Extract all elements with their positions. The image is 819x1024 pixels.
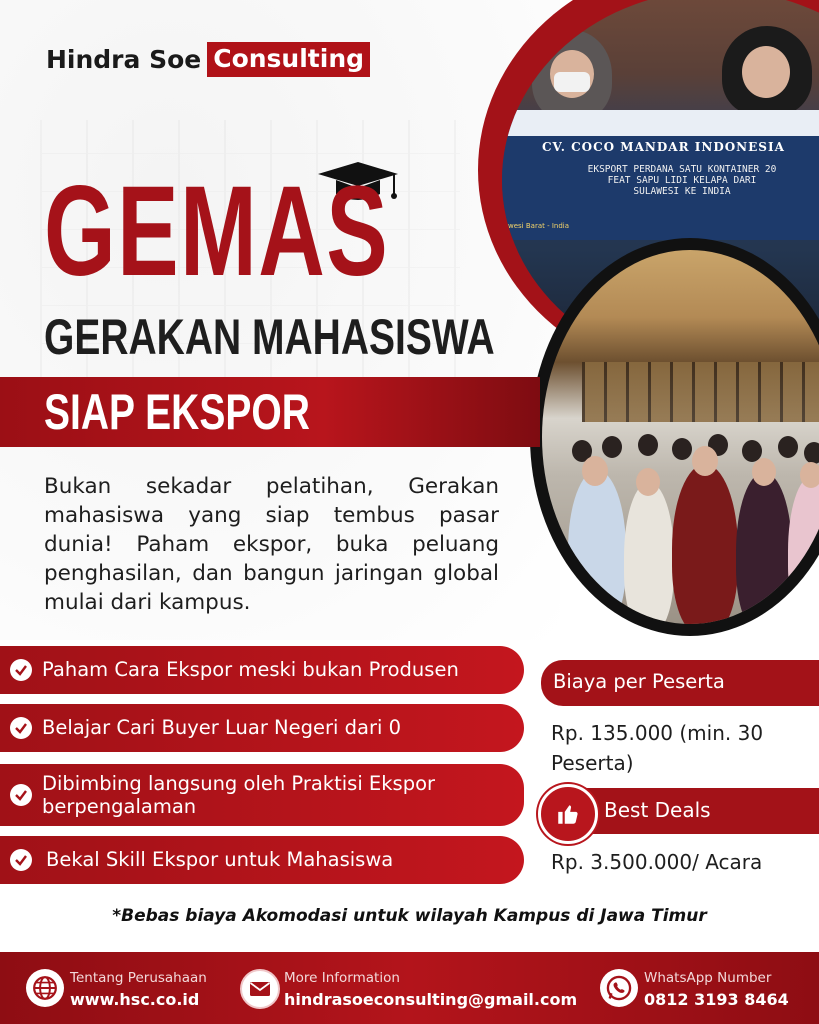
feature-label: Bekal Skill Ekspor untuk Mahasiswa	[46, 848, 394, 871]
brand-name: Hindra Soe	[46, 45, 202, 74]
globe-icon	[26, 969, 64, 1007]
feature-item	[0, 646, 524, 694]
thumbs-up-icon	[538, 784, 598, 844]
banner-title: CV. COCO MANDAR INDONESIA	[542, 140, 785, 154]
whatsapp-number[interactable]: 0812 3193 8464	[644, 990, 789, 1009]
headline-line2: SIAP EKSPOR	[44, 384, 310, 440]
seminar-photo	[542, 250, 819, 624]
feature-label: Belajar Cari Buyer Luar Negeri dari 0	[42, 716, 402, 739]
check-icon	[10, 717, 32, 739]
check-icon	[10, 659, 32, 681]
brand-logo	[46, 42, 370, 77]
best-deals-price: Rp. 3.500.000/ Acara	[551, 850, 763, 874]
mail-icon	[240, 969, 280, 1009]
feature-label: Dibimbing langsung oleh Praktisi Ekspor berpengalaman	[42, 772, 436, 818]
website-link[interactable]: www.hsc.co.id	[70, 990, 200, 1009]
feature-label: Paham Cara Ekspor meski bukan Produsen	[42, 658, 459, 681]
feature-item	[0, 704, 524, 752]
accommodation-note: *Bebas biaya Akomodasi untuk wilayah Kampus di Jawa Timur	[112, 906, 707, 926]
best-deals-label: Best Deals	[604, 798, 711, 822]
footer-company-label: Tentang Perusahaan	[70, 970, 207, 986]
headline-title: GEMAS	[44, 160, 390, 303]
banner-foot: wesi Barat - India	[508, 222, 570, 230]
feature-item	[0, 836, 524, 884]
feature-item	[0, 764, 524, 826]
email-link[interactable]: hindrasoeconsulting@gmail.com	[284, 990, 578, 1009]
price-per-participant: Rp. 135.000 (min. 30 Peserta)	[551, 721, 764, 775]
description: Bukan sekadar pelatihan, Gerakan mahasiswa yang siap tembus pasar dunia! Paham ekspor, buka peluang penghasilan, dan bangun jaringan global mulai dari kampus.	[44, 474, 499, 615]
footer-info-label: More Information	[284, 970, 400, 986]
footer	[0, 952, 819, 1024]
check-icon	[10, 849, 32, 871]
price-header	[541, 660, 819, 706]
banner-text: EKSPORT PERDANA SATU KONTAINER 20 FEAT SAPU LIDI KELAPA DARI SULAWESI KE INDIA	[587, 164, 777, 197]
check-icon	[10, 784, 32, 806]
footer-whatsapp-label: WhatsApp Number	[644, 970, 772, 986]
best-deals-banner	[570, 788, 819, 834]
brand-tag: Consulting	[207, 42, 370, 77]
headline-line1: GERAKAN MAHASISWA	[44, 309, 495, 365]
price-header-label: Biaya per Peserta	[553, 670, 725, 693]
whatsapp-icon	[600, 969, 638, 1007]
